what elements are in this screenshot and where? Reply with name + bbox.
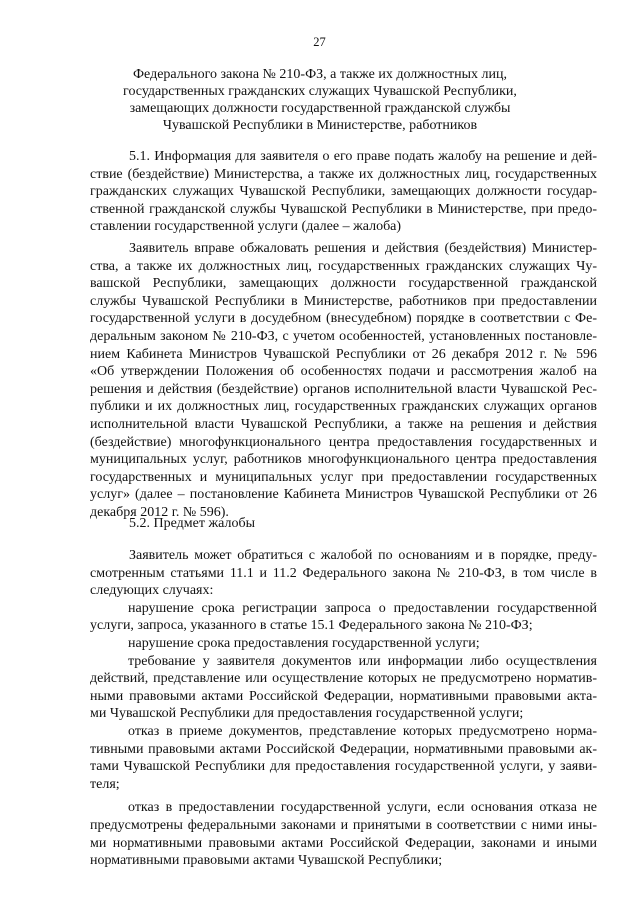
grounds-paragraph: [90, 547, 597, 870]
text-line: смотренным статьями 11.1 и 11.2 Федерального закона № 210-ФЗ, в том числе в: [90, 565, 597, 581]
text-line: требование у заявителя документов или информации либо осуществления: [128, 653, 597, 669]
text-line: решения и действия (бездействие) органов исполнительной власти Чувашской Рес-: [90, 381, 597, 397]
text-line: публики и их должностных лиц, государственных гражданских служащих органов: [90, 399, 597, 415]
text-line: исполнительной власти Чувашской Республики, а также на решения и действия: [90, 416, 597, 432]
text-line: государственной услуги в досудебном (внесудебном) порядке в соответствии с Фе-: [90, 311, 597, 327]
text-line: теля;: [90, 776, 120, 792]
page-number: 27: [313, 35, 326, 49]
text-line: услуги, запроса, указанного в статье 15.1 Федерального закона № 210-ФЗ;: [90, 618, 533, 634]
text-line: отказ в приеме документов, представление которых предусмотрено норма-: [128, 723, 597, 739]
text-line: вашской Республики, замещающих должности государственной гражданской: [90, 276, 597, 292]
text-line: ными правовыми актами Российской Федерации, нормативными правовыми акта-: [90, 688, 597, 704]
text-line: ственной гражданской службы Чувашской Республики в Министерстве, при предо-: [90, 201, 597, 217]
text-line: ставлении государственной услуги (далее – жалоба): [90, 219, 402, 235]
text-line: (бездействие) многофункционального центра предоставления государственных и: [90, 434, 597, 450]
text-line: 5.2. Предмет жалобы: [129, 516, 255, 531]
text-line: тами Чувашской Республики для предоставления государственной услуги, у заяви-: [90, 759, 597, 775]
text-line: предусмотрены федеральными законами и принятыми в соответствии с ними ины-: [90, 817, 597, 833]
text-line: нием Кабинета Министров Чувашской Республики от 26 декабря 2012 г. № 596: [90, 346, 597, 362]
heading-line: замещающих должности государственной гражданской службы: [129, 101, 511, 116]
text-line: услуг» (далее – постановление Кабинета Министров Чувашской Республики от 26: [90, 487, 597, 503]
text-line: нарушение срока предоставления государственной услуги;: [128, 635, 480, 651]
text-line: «Об утверждении Положения об особенностях подачи и рассмотрения жалоб на: [90, 364, 597, 380]
text-line: Заявитель вправе обжаловать решения и действия (бездействия) Министер-: [129, 241, 597, 256]
heading-line: государственных гражданских служащих Чувашской Республики,: [123, 84, 517, 99]
text-line: муниципальных услуг, работников многофункционального центра предоставления: [90, 452, 597, 468]
text-line: действий, представление или осуществление которых не предусмотрено норматив-: [90, 671, 597, 687]
appeal-paragraph: [90, 240, 597, 522]
text-line: Заявитель может обратиться с жалобой по основаниям и в порядке, преду-: [129, 548, 597, 563]
text-line: ми нормативными правовыми актами Российской Федерации, законами и иными: [90, 835, 597, 851]
section-5-1-title: [90, 148, 597, 236]
heading-line: Чувашской Республики в Министерстве, работников: [162, 118, 478, 133]
text-line: нормативными правовыми актами Чувашской Республики;: [90, 853, 443, 869]
text-line: тивными правовыми актами Российской Федерации, нормативными правовыми ак-: [90, 741, 597, 757]
text-line: государственных и муниципальных услуг при предоставлении государственных: [90, 469, 597, 485]
text-line: 5.1. Информация для заявителя о его праве подать жалобу на решение и дей-: [129, 149, 597, 164]
text-line: ми Чувашской Республики для предоставления государственной услуги;: [90, 706, 524, 722]
text-line: ствие (бездействие) Министерства, а также их должностных лиц, государственных: [90, 166, 597, 182]
text-line: нарушение срока регистрации запроса о предоставлении государственной: [128, 600, 597, 616]
section-5-2-title: [90, 515, 597, 533]
text-line: декабря 2012 г. № 596).: [90, 504, 229, 520]
heading-line: Федерального закона № 210-ФЗ, а также их должностных лиц,: [132, 67, 507, 82]
text-line: ства, а также их должностных лиц, государственных гражданских служащих Чу-: [90, 258, 597, 274]
section-heading: [120, 66, 520, 134]
text-line: отказ в предоставлении государственной услуги, если основания отказа не: [128, 800, 597, 816]
text-line: службы Чувашской Республики в Министерстве, работников при предоставлении: [90, 293, 597, 309]
text-line: деральным законом № 210-ФЗ, с учетом особенностей, установленных постановле-: [90, 328, 597, 344]
text-line: гражданских служащих Чувашской Республики, замещающих должности государ-: [90, 184, 597, 200]
text-line: следующих случаях:: [90, 583, 214, 599]
